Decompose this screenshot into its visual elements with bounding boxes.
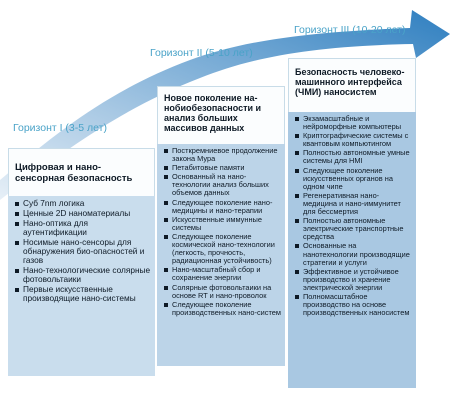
horizon-3-label: Горизонт III (10-20 лет) <box>294 24 406 36</box>
list-item: Основанные на нанотехнологии производящие стратегии и услуги <box>294 242 412 266</box>
horizon-1-list <box>8 196 155 376</box>
list-item: Первые искусственные производящие нано-системы <box>14 285 151 303</box>
list-item: Петабитовые памяти <box>163 164 281 172</box>
list-item: Следующее поколение искусственных органов на одном чипе <box>294 167 412 191</box>
horizon-1-column <box>8 148 155 376</box>
list-item: Эффективное и устойчивое производство и хранение электрической энергии <box>294 268 412 292</box>
horizon-3-heading: Безопасность человеко-машинного интерфейса (ЧМИ) наносистем <box>288 58 416 112</box>
list-item: Регенеративная нано-медицина и нано-иммунитет для бессмертия <box>294 192 412 216</box>
list-item: Нано-технологические солярные фотовольтаики <box>14 266 151 284</box>
horizon-3-column <box>288 58 416 388</box>
horizon-1-label: Горизонт I (3-5 лет) <box>13 122 107 134</box>
horizon-1-heading: Цифровая и нано-сенсорная безопасность <box>8 148 155 196</box>
list-item: Искусственные иммунные системы <box>163 216 281 232</box>
horizon-2-heading: Новое поколение на-нобиобезопасности и анализ больших массивов данных <box>157 86 285 144</box>
list-item: Посткремниевое продолжение закона Мура <box>163 147 281 163</box>
list-item: Суб 7nm логика <box>14 199 151 208</box>
list-item: Солярные фотовольтаики на основе RT и нано-проволок <box>163 284 281 300</box>
list-item: Следующее поколение нано-медицины и нано-терапии <box>163 199 281 215</box>
horizon-3-list <box>288 112 416 388</box>
list-item: Полностью автономные электрические транспортные средства <box>294 217 412 241</box>
list-item: Следующее поколение космической нано-технологии (легкость, прочность, радиационная устойчивость) <box>163 233 281 265</box>
list-item: Полностью автономные умные системы для HMI <box>294 149 412 165</box>
list-item: Ценные 2D наноматериалы <box>14 209 151 218</box>
list-item: Полномасштабное производство на основе производственных наносистем <box>294 293 412 317</box>
horizon-2-list <box>157 144 285 366</box>
list-item: Следующее поколение производственных нано-систем <box>163 301 281 317</box>
horizon-2-label: Горизонт II (5-10 лет) <box>150 47 253 59</box>
list-item: Нано-оптика для аутентификации <box>14 219 151 237</box>
list-item: Основанный на нано-технологии анализ больших объемов данных <box>163 173 281 197</box>
list-item: Нано-масштабный сбор и сохранение энергии <box>163 266 281 282</box>
list-item: Экзамасштабные и нейроморфные компьютеры <box>294 115 412 131</box>
list-item: Носимые нано-сенсоры для обнаружения био-опасностей и газов <box>14 238 151 265</box>
list-item: Криптографические системы с квантовым компьютингом <box>294 132 412 148</box>
horizon-2-column <box>157 86 285 366</box>
